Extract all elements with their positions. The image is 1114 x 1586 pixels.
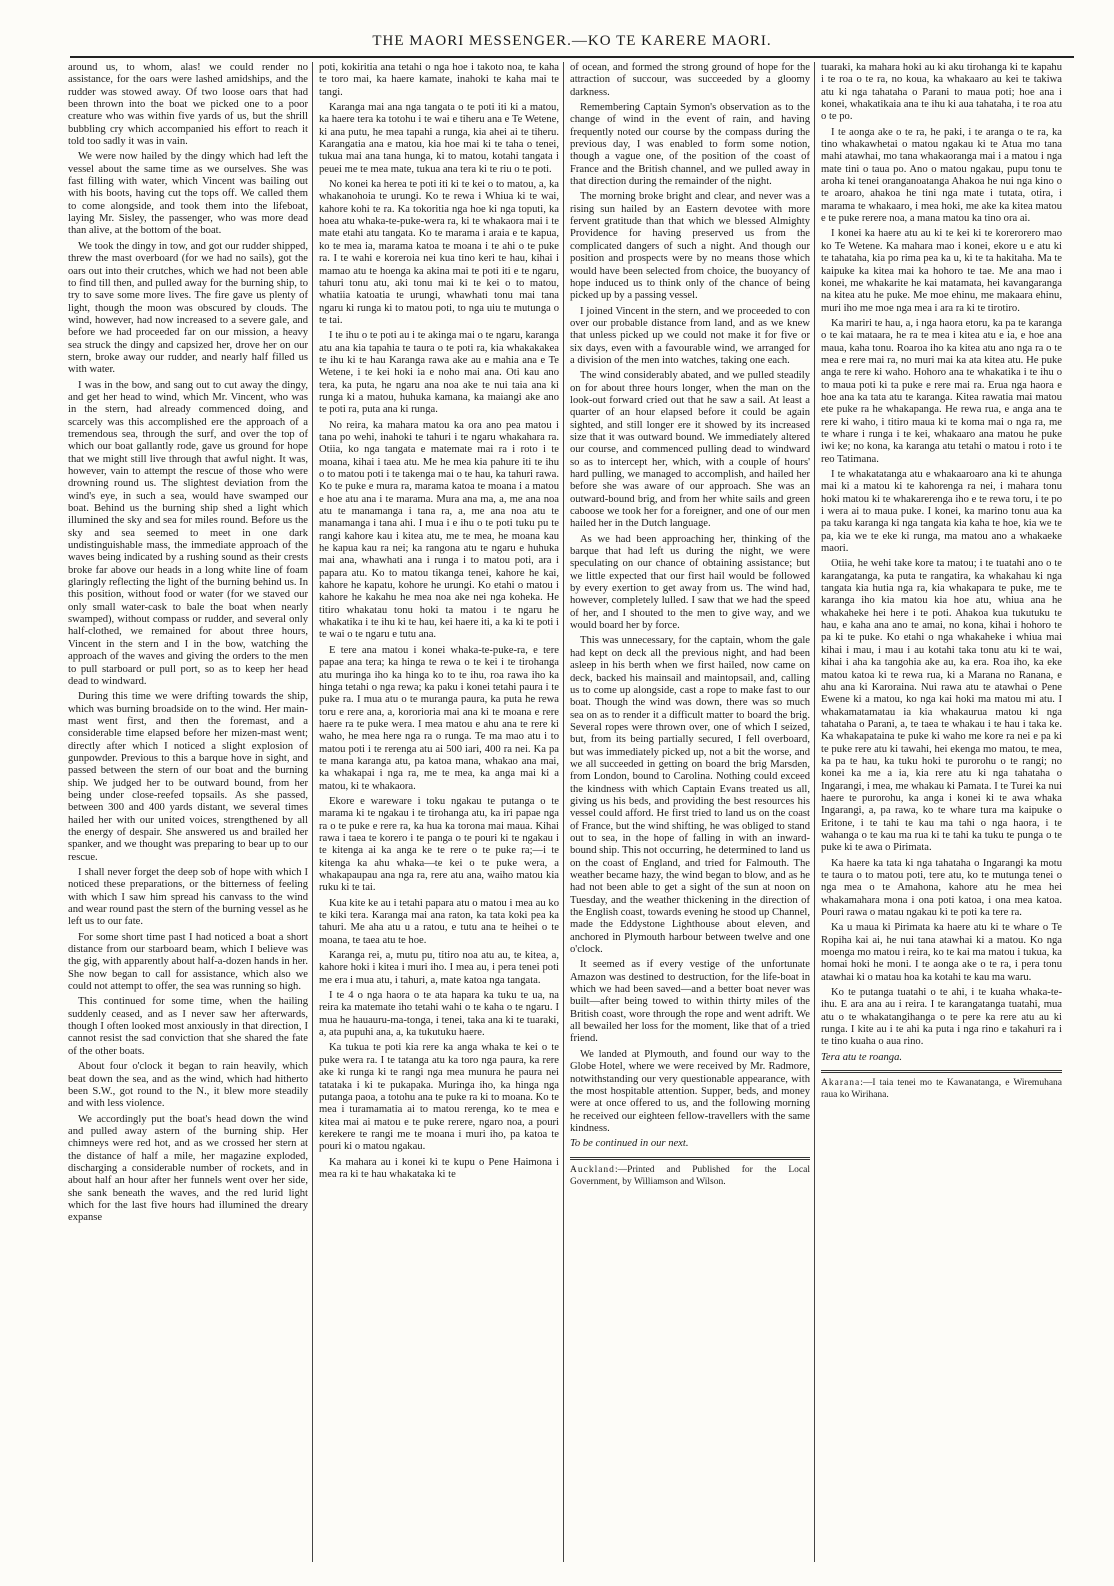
imprint-text: :—Printed and Published for the Local Government, by Williamson and Wilson. xyxy=(570,1164,810,1187)
paragraph: No reira, ka mahara matou ka ora ano pea matou i tana po wehi, inahoki te tahuri i te ngaru whakahara ra. Otiia, ko nga tangata e matemate mai ra i roto i te moana, kihai i taea atu. Me he mea kia pahure iti te ihu o to matou poti i te takenga mai o te hau, ka tahuri rawa. Ko te puke e mura ra, marama katoa te moana i a matou e hoe atu ana i te marama. Mura ana ma, a, me ana noa atu te manamanga i tana ra, a, me ana noa atu te manamanga i tana ahi. I mua i e ihu o te poti tuku pu te rangi kahore kau i kitea atu, me te mea, he moana kau he kapua kau ra nei; ka rangona atu te ngaru e huhuka mai ana, whawhati ana i runga i to matou poti, ara i papara atu. Ko to matou tikanga tenei, kahore he kai, kahore he kapatu, kohore he urungi. Ko etahi o matou i kahore he kakahu he mea noa ake nei nga koheka. He titiro whakatau tonu hoki ta matou i te ngaru he whakatika i te ihu ki te hau, kei haere iti, a ka ki te poti i te wai o te ngaru e tutu ana. xyxy=(319,419,559,641)
paragraph: tuaraki, ka mahara hoki au ki aku tirohanga ki te kapahu i te roa o te ra, no koua, ka whakaaro au kei te takiwa atu ki nga tahataha o Parani to maua poti; hoe ana i konei, whakatikaia ana te ihu ki aua tahataha, i te roa atu o te po. xyxy=(821,62,1062,123)
paragraph: During this time we were drifting towards the ship, which was burning broadside on to the wind. Her main-mast went first, and then the foremast, and a considerable time elapsed before her mizen-mast went; directly after which I noticed a slight explosion of gunpowder. Previous to this a barque hove in sight, and passed between the stern of our boat and the burning ship. We judged her to be outward bound, from her being under close-reefed topsails. As she passed, between 300 and 400 yards distant, we several times hailed her with our united voices, strengthened by all the energy of despair. She answered us and brailed her spanker, and we thought was preparing to bear up to our rescue. xyxy=(68,691,308,863)
column-english-1 xyxy=(68,62,313,1562)
paragraph: Karanga rei, a, mutu pu, titiro noa atu au, te kitea, a, kahore hoki i kitea i muri iho. I mea au, i pera tenei poti me era i mua atu, i tahuri, a, mate katoa nga tangata. xyxy=(319,950,559,986)
paragraph: Remembering Captain Symon's observation as to the change of wind in the event of rain, and having frequently noted our course by the compass during the previous day, I was enabled to form some notion, though a vague one, of the position of the coast of France and the British channel, and we pulled away in that direction during the remainder of the night. xyxy=(570,102,810,188)
paragraph: We accordingly put the boat's head down the wind and pulled away astern of the burning ship. Her chimneys were red hot, and as we crossed her stern at the distance of half a mile, her magazine exploded, discharging a considerable number of rockets, and in about half an hour after her funnels went over her side, she sank beneath the waves, and the red lurid light which for the last five hours had illumined the dreary expanse xyxy=(68,1113,308,1224)
paragraph: Karanga mai ana nga tangata o te poti iti ki a matou, ka haere tera ka totohu i te wai e tiheru ana e Te Wetene, ki ana putu, he mea tapahi a runga, kia ahei ai te tiheru. Karangatia ana e matou, kia hoe mai ki te taha o tenei, tukua mai ana tana hunga, ki to matou, kotahi tangata i peuei me te mea mate, tukua ana tera ki te riu o te poti. xyxy=(319,102,559,175)
column-english-2 xyxy=(570,62,815,1562)
paragraph: Ka tukua te poti kia rere ka anga whaka te kei o te puke wera ra. I te tatanga atu ka toro nga paura, ka rere ake ki runga ki te rangi nga mea munura he paura nei tatataka i ki te pukapaka. Muringa iho, ka hinga nga putanga paoa, a totohu ana te puke ra ki to moana. Ko te mea i turamamatia ai to matou rerenga, ko te mea e kitea mai ai matou e te puke rerere, ngaro noa, a pouri kerekere te rangi me te moana i muri iho, pa katoa te pouri ki o matou ngakau. xyxy=(319,1042,559,1153)
continued-note: Tera atu te roanga. xyxy=(821,1051,903,1063)
imprint xyxy=(570,1164,810,1188)
continued-note: To be continued in our next. xyxy=(570,1138,689,1150)
column-maori-2 xyxy=(821,62,1066,1562)
paragraph: around us, to whom, alas! we could render no assistance, for the oars were lashed amidships, and the rudder was stowed away. Of two loose oars that had been thrown into the boat we picked one to a poor creature who was within five yards of us, but the shrill bubbling cry which accompanied his effort to reach it told too sadly it was in vain. xyxy=(68,62,308,148)
paragraph: Ka haere ka tata ki nga tahataha o Ingarangi ka motu te taura o to matou poti, tere atu, ko te mutunga tenei o nga mea o te Amahona, kahore atu he mea hei whakamahara mona i ona poti katoa, i ona mea katoa. Pouri rawa o matau ngakau ki te poti ka tere ra. xyxy=(821,857,1062,919)
paragraph: We took the dingy in tow, and got our rudder shipped, threw the mast overboard (for we had no sails), got the oars out into their crutches, which we had not been able to find till then, and pulled away for the burning ship, to try to save some more lives. The fire gave us plenty of light, though the moon was obscured by clouds. The wind, however, had now increased to a severe gale, and before we had proceeded far on our mission, a heavy sea struck the dingy and capsized her, drove her on our stern, broke away our rudder, and nearly half filled us with water. xyxy=(68,240,308,376)
paragraph: I joined Vincent in the stern, and we proceeded to con over our probable distance from land, and as we knew that unless picked up we could not make it for five or six days, even with a favourable wind, we arranged for a division of the men into watches, taking one each. xyxy=(570,305,810,366)
paragraph: I te aonga ake o te ra, he paki, i te aranga o te ra, ka tino whakawhetai o matou ngakau ki te Atua mo tana mahi atawhai, mo tana whakaoranga mai i a matou i nga mate tini o taua po. Ano o matou ngakau, pupu tonu te aroha ki tenei oranganoatanga Ahakoa he nui nga kino o te aroaro, ahakoa he tini nga mate i tutata, otira, i marama te whakaaro, i mea hoki, me ake ka kitea matou e te puke rerere noa, a mana matou ka tino ora ai. xyxy=(821,126,1062,225)
paragraph: It seemed as if every vestige of the unfortunate Amazon was destined to destruction, for the life-boat in which we had been saved—and a better boat never was built—after being towed to within thirty miles of the British coast, wore through the rope and went adrift. We all bewailed her loss for the moment, like that of a tried friend. xyxy=(570,959,810,1045)
paragraph: No konei ka herea te poti iti ki te kei o to matou, a, ka whakanohoia te urungi. Ko te rewa i Whiua ki te wai, kahore kohi te ra. Ka tokoritia nga hoe ki nga toputi, ka hoea atu whaka-te-puke-wera ra, ki te whakaora mai i te mate etahi atu tangata. Ko te marama i araia e te kapua, ko te mea ia, marama katoa te moana i te ahi o te puke ra. I te wahi e koreroia nei kua tino keri te hau, kihai i mamao atu te hoenga ka akina mai te poti iti e te ngaru, tahuri tonu atu, aki tonu mai ki te kei o to matou, whatiia katoatia te urungi, whawhati tonu mai tana ngaru ki runga ki to matou poti, to nga uiu te mutunga o te tai. xyxy=(319,179,559,326)
paragraph: Ka u maua ki Pirimata ka haere atu ki te whare o Te Ropiha kai ai, he nui tana atawhai ki a matou. Ko nga moenga mo matou i reira, ko te kai ma matou i tukua, ka homai hoki he moni. I te aonga ake o te ra, i pera tonu atawhai ki o matau hoa ka kotahi te kau ma waru. xyxy=(821,922,1062,983)
imprint-label: Akarana xyxy=(821,1078,861,1089)
paragraph: About four o'clock it began to rain heavily, which beat down the sea, and as the wind, which had hitherto been S.W., got round to the N., it blew more steadily and with less violence. xyxy=(68,1061,308,1110)
newspaper-page xyxy=(68,62,1072,1562)
paragraph: I shall never forget the deep sob of hope with which I noticed these preparations, or the bitterness of feeling with which I saw him spread his canvass to the wind and wear round past the stern of the burning vessel as he left us to our fate. xyxy=(68,867,308,928)
paragraph: I te whakatatanga atu e whakaaroaro ana ki te ahunga mai ki a matou ki te kahorenga ra nei, i mahara tonu hoki matou ki te whakarerenga iho e te rewa toru, i te po i wera ai to maua puke. I konei, ka marino tonu aua ka pa taku karanga ki nga tangata kia kaha te hoe, kia we te pa, kia we te eke ki runga, ma matou ano a whakaeke maori. xyxy=(821,469,1062,555)
imprint-text: :—I taia tenei mo te Kawanatanga, e Wiremuhana raua ko Wirihana. xyxy=(821,1078,1062,1101)
paragraph: I te ihu o te poti au i te akinga mai o te ngaru, karanga atu ana kia tapahia te taura o te poti ra, kia whakakakea te ihu ki te hau Karanga rawa ake au e mahia ana e Te Wetene, i te kei hoki ia e noho mai ana. Oti kau ano tera, ka puta, he ngaru ana noa ake te nui taia ana ki runga ki a matou, huhuka kamana, ka maiangi ake ano te poti ra, puta ana ki runga. xyxy=(319,330,559,416)
paragraph: As we had been approaching her, thinking of the barque that had left us during the night, we were speculating on our chance of obtaining assistance; but we little expected that our first hail would be followed by every exertion to get away from us. The wind had, however, completely lulled. I saw that we had the speed of her, and I shouted to the men to give way, and we would board her by force. xyxy=(570,533,810,632)
paragraph: Ekore e wareware i toku ngakau te putanga o te marama ki te ngakau i te tirohanga atu, ka iri papae nga ra o te puke e rere ra, ka hua ka torona mai maua. Kihai rawa i taea te korero i te panga o te pouri ki te ngakau i te kitenga ai ka anga ke te rere o te puke ra;—i te kitenga ka ahu whaka—te kei o te puke wera, a whakapaupau ana nga ra, rere atu ana, waiho matou kia ruku ki te tai. xyxy=(319,795,559,894)
paragraph: I konei ka haere atu au ki te kei ki te korerorero mao ko Te Wetene. Ka mahara mao i konei, ekore u e atu ki te tahataha, kia po rima pea ka u, ki te ta hakitaha. Ma te kaipuke ka kitea mai ka hohoro te tae. Me ana mao i konei, me whakarite he kai matamata, hei kavangaranga na kitea atu he puke. Me moe ehinu, me makaara ehinu, muri iho me moe nga mea i ara ra ki te tirotiro. xyxy=(821,228,1062,314)
paragraph: The morning broke bright and clear, and never was a rising sun hailed by an Eastern devotee with more fervent gratitude than that which we blessed Almighty Providence for having preserved us from the complicated dangers of such a night. And though our position and prospects were by no means those which would have been selected from choice, the buoyancy of hope induced us to think only of the chance of being picked up by a passing vessel. xyxy=(570,191,810,302)
paragraph: This was unnecessary, for the captain, whom the gale had kept on deck all the previous night, and had been asleep in his berth when we first hailed, now came on deck, backed his mainsail and maintopsail, and, calling us to come up alongside, cast a rope to make fast to our boat. Though the wind was down, there was so much sea on as to render it a difficult matter to board the brig. Several ropes were thrown over, one of which I seized, but, from its being partially secured, I fell overboard, but was immediately picked up, not a bit the worse, and we all succeeded in getting on board the brig Marsden, from London, bound to Carolina. Nothing could exceed the kindness with which Captain Evans treated us all, giving us his beds, and providing the best resources his vessel could afford. He first tried to land us on the coast of France, but the wind shifting, he was obliged to stand out to sea, in the hope of falling in with an inward-bound ship. This not occurring, he determined to land us on the coast of England, and tried for Falmouth. The weather became hazy, the wind began to blow, and as he had not been able to get a sight of the sun at noon on Tuesday, and the weather thickening in the direction of the English coast, towards evening he stood up Channel, made the Eddystone Lighthouse about eleven, and anchored in Plymouth harbour between twelve and one o'clock. xyxy=(570,635,810,956)
paragraph: Otiia, he wehi take kore ta matou; i te tuatahi ano o te karangatanga, ka puta te rangatira, ka whakahau ki nga tangata kia hutia nga ra, kia whakapara te puke, me te karanga iho kia matou kia hoe atu, whiua ana he whakaheke hei here i te poti. Ahakoa kua tukutuku te hau, e kaha ana ano te amai, no kona, kihai i hohoro te pa ki te puke. Ko etahi o nga whakaheke i whiua mai kihai i mau, i mau i au kotahi taka tonu atu ki te wai, kihai i aha ka tangohia ake au, ka era. Roa iho, ka eke matou katoa ki te rewa rua, ki a Marana no Ranana, e ahu ana ki Karoraina. Nui rawa atu te atawhai o Pene Ewene ki a matou, ko nga kai hoki ma matou mi atu. I whakamatamatau ia kia whakaurua matou ki nga tahataha o Parani, a, te taea te whakau i te hau i taka ke. Ka whakapataina te puke ki waho me kore ra nei e pa ki te puke rere atu ki tawahi, hei ekenga mo matou, te mea, ka pa te hau, ka tuku hoki te purorohu o te rangi; no konei ka me a ia, kia rere atu ki nga tahataha o Ingarangi, i mea, me whakau ki Pamata. I te Turei ka nui haere te purorohu, ka anga i konei ki te awa whaka Ingarangi, a, pa rawa, ko te whare tura ma kaipuke o Eritone, i te tahi te kau ma tahi o nga haora, i te wahanga o te kau ma rua ki te tahi ka tuku te punga o te puke ki te awa o Pirimata. xyxy=(821,558,1062,854)
paragraph: For some short time past I had noticed a boat a short distance from our starboard beam, which I believe was the gig, with apparently about half-a-dozen hands in her. She now began to call for assistance, which also we could not attempt to offer, the sea was running so high. xyxy=(68,931,308,993)
paragraph: Ko te putanga tuatahi o te ahi, i te kuaha whaka-te-ihu. E ara ana au i reira. I te karangatanga tuatahi, mua atu o te whakatangihanga o te pere ka rere atu au ki runga. I kite au i te ahi ka puta i nga rino e takahuri ra i te tino kuaha o aua rino. xyxy=(821,987,1062,1048)
paragraph: poti, kokiritia ana tetahi o nga hoe i takoto noa, te kaha te toro mai, ka haere kamate, inahoki te kaha mai te tangi. xyxy=(319,62,559,98)
paragraph: This continued for some time, when the hailing suddenly ceased, and as I never saw her afterwards, though I often looked most anxiously in that direction, I cannot resist the sad conviction that she shared the fate of the other boats. xyxy=(68,996,308,1057)
paragraph: Ka mariri te hau, a, i nga haora etoru, ka pa te karanga o te kai mataara, he ra te mea i kitea atu e ia, e hoe ana maua, kaha tonu. Roaroa iho ka kitea atu ano nga ra o te mea e rere mai ra, no muri mai ka ata kitea atu. He puke anga te rere ki waho. Hohoro ana te whakatika i te ihu o to maua poti ki ta puke e rere mai ra. Erua nga haora e hoe ana ka tata atu te karanga. Kitea rawatia mai matou ete puke ra he whakapanga. He rewa rua, e anga ana te rere ki waho, i titiro maua ki te koma mai o nga ra, me te whare i runga i te kei, whakaaro ana matou he puke iwi ke; no kona, ka karanga atu tetahi o matou i roto i te reo Tatimana. xyxy=(821,317,1062,465)
divider xyxy=(570,1157,810,1160)
paragraph: We landed at Plymouth, and found our way to the Globe Hotel, where we were received by Mr. Radmore, notwithstanding our very questionable appearance, with the most hospitable attention. Supper, beds, and money were at once offered to us, and the following morning he received our eighteen fellow-travellers with the same kindness. xyxy=(570,1048,810,1134)
paragraph: I was in the bow, and sang out to cut away the dingy, and get her head to wind, which Mr. Vincent, who was in the stern, had already commenced doing, and scarcely was this accomplished ere the approach of a tremendous sea, through the surf, and over the top of which our boat gallantly rode, gave us ground for hope that we might still live through that awful night. It was, however, vain to attempt the rescue of those who were drowning round us. The slightest deviation from the wind's eye, in such a sea, would have swamped our boat. Behind us the burning ship shed a light which illumined the sky and sea for miles round. Before us the sky and sea seemed to meet in one dark undistinguishable mass, the immediate approach of the waves being indicated by a rushing sound as their crests broke far above our heads in a long white line of foam glaringly reflecting the light of the burning behind us. In this position, without food or water (for we staved our only small water-cask to bale the boat when nearly swamped), without compass or rudder, and several only half-clothed, we remained for about three hours, Vincent in the stern and I in the bow, watching the approach of the waves and giving the orders to the men to pull starboard or pull port, so as to keep her head dead to windward. xyxy=(68,379,308,687)
paragraph: I te 4 o nga haora o te ata hapara ka tuku te ua, na reira ka matemate iho tetahi wahi o te kaha o te ngaru. I mua he hauauru-ma-tonga, i tenei, taka ana ki te tuaraki, a, ata pupuhi ana, a, ka tukutuku haere. xyxy=(319,990,559,1039)
imprint-label: Auckland xyxy=(570,1164,615,1175)
masthead xyxy=(70,28,1074,58)
masthead-title: THE MAORI MESSENGER.—KO TE KARERE MAORI. xyxy=(372,33,772,49)
divider xyxy=(821,1070,1062,1073)
paragraph: Ka mahara au i konei ki te kupu o Pene Haimona i mea ra ki te hau whakataka ki te xyxy=(319,1156,559,1180)
paragraph: E tere ana matou i konei whaka-te-puke-ra, e tere papae ana tera; ka hinga te rewa o te kei i te tirohanga atu muringa iho ka hinga ko to te ihu, roa rawa iho ka hinga tetahi o nga rewa; ka paku i konei tetahi paura i te puke ra. I mua atu o te muranga paura, ka puta he rewa toru e rere ana, a, kororioria mai ana ki te moana e rere haere ra te puke wera. I mea matou e ahu ana te rere ki waho, he mea here nga ra o runga. Te ma mao atu i to matou poti i te rerenga atu ai 500 iari, 400 ra nei. Ka pa te mana karanga atu, pa katoa mana, whakao ana mai, ka whakapai i nga ra, me te mea, ka anga mai ki a matou, ki te whakaora. xyxy=(319,644,559,792)
paragraph: We were now hailed by the dingy which had left the vessel about the same time as we ourselves. She was fast filling with water, which Vincent was bailing out with his boots, having cut the tops off. We called them to come alongside, and took them into the lifeboat, laying Mr. Sisley, the passenger, who was more dead than alive, at the bottom of the boat. xyxy=(68,151,308,237)
column-maori-1 xyxy=(319,62,564,1562)
imprint xyxy=(821,1077,1062,1101)
paragraph: The wind considerably abated, and we pulled steadily on for about three hours longer, when the man on the look-out forward cried out that he saw a sail. At least a quarter of an hour elapsed before it could be again sighted, and still longer ere it showed by its increased size that it was outward bound. We immediately altered our course, and commenced pulling dead to windward so as to intercept her, which, with a couple of hours' hard pulling, we managed to accomplish, and hailed her before she was aware of our approach. She was an outward-bound brig, and from her white sails and green caboose we took her for a foreigner, and one of our men hailed her in the Dutch language. xyxy=(570,370,810,530)
paragraph: of ocean, and formed the strong ground of hope for the attraction of succour, was succeeded by a gloomy darkness. xyxy=(570,62,810,98)
paragraph: Kua kite ke au i tetahi papara atu o matou i mea au ko te kiki tera. Karanga mai ana raton, ka tata koki pea ka tahuri. Me aha atu u a ratou, e tutu ana te heihei o te moana, te taea atu te hoe. xyxy=(319,897,559,946)
